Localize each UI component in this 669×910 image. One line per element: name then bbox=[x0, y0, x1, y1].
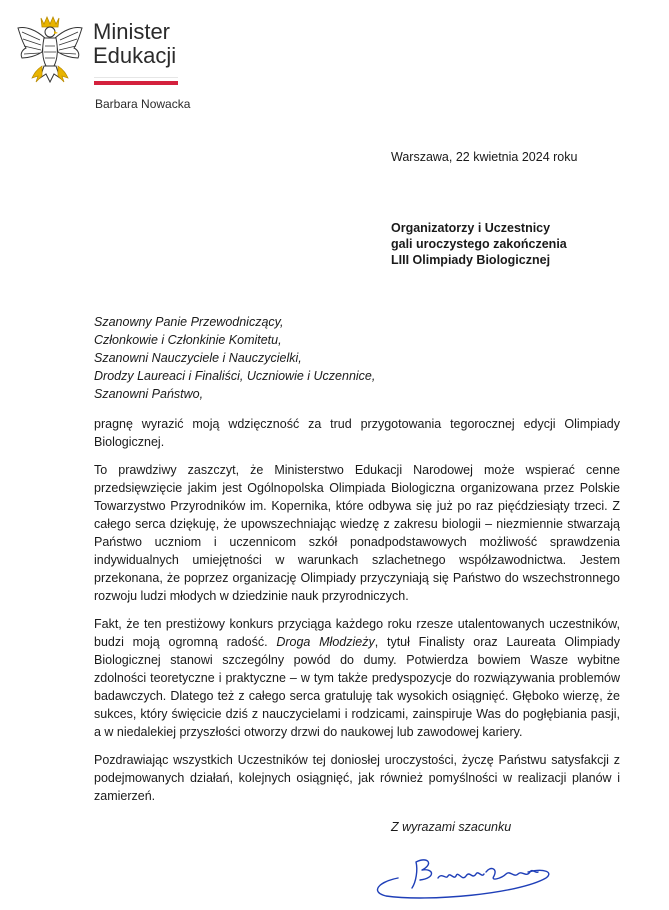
salutation-line: Członkowie i Członkinie Komitetu, bbox=[94, 333, 282, 347]
salutation-line: Szanowni Państwo, bbox=[94, 387, 204, 401]
minister-name: Barbara Nowacka bbox=[95, 97, 191, 111]
salutation-line: Szanowni Nauczyciele i Nauczycielki, bbox=[94, 351, 302, 365]
paragraph-congratulations-start: Fakt, że ten prestiżowy konkurs przyciąga każdego roku rzesze utalentowanych uczestników, budzi moją ogromną radość. bbox=[94, 617, 620, 649]
letter-body bbox=[94, 415, 620, 815]
ministry-title-line2: Edukacji bbox=[93, 43, 177, 68]
paragraph-congratulations bbox=[94, 615, 620, 741]
salutation-line: Drodzy Laureaci i Finaliści, Uczniowie i Uczennice, bbox=[94, 369, 376, 383]
paragraph-congratulations-end: , tytuł Finalisty oraz Laureata Olimpiady Biologicznej stanowi szczególny powód do dumy. Potwierdza bowiem Wasze wybitne zdolności teoretyczne i praktyczne – w tym także predyspozycje do rozwiązywania problemów badawczych. Dlatego też z całego serca gratuluję tak wysokich osiągnięć. Głęboko wierzę, że sukces, który święcicie dziś z nauczycielami i rodzicami, zainspiruje Was do pogłębiania pasji, a w niedalekiej przyszłości otworzy drzwi do naukowej lub zawodowej kariery. bbox=[94, 635, 621, 739]
recipient-line: Organizatorzy i Uczestnicy bbox=[391, 221, 551, 235]
ministry-title-line1: Minister bbox=[93, 19, 171, 44]
salutations-block bbox=[94, 313, 375, 403]
paragraph-emphasis: Droga Młodzieży bbox=[276, 635, 375, 649]
handwritten-signature bbox=[368, 848, 560, 900]
place-date: Warszawa, 22 kwietnia 2024 roku bbox=[391, 150, 578, 164]
recipient-block bbox=[391, 220, 567, 268]
recipient-line: LIII Olimpiady Biologicznej bbox=[391, 253, 551, 267]
paragraph-gratitude: pragnę wyrazić moją wdzięczność za trud przygotowania tegorocznej edycji Olimpiady Biologicznej. bbox=[94, 417, 620, 449]
polish-flag-stripe bbox=[94, 77, 178, 85]
closing-phrase: Z wyrazami szacunku bbox=[391, 820, 512, 834]
paragraph-ministry-support: To prawdziwy zaszczyt, że Ministerstwo Edukacji Narodowej może wspierać cenne przedsięwzięcie jakim jest Ogólnopolska Olimpiada Biologiczna organizowana przez Polskie Towarzystwo Przyrodników im. Kopernika, które odbywa się już po raz pięćdziesiąty trzeci. Z całego serca dziękuję, że upowszechniając wiedzę z zakresu biologii – niezmiennie stwarzają Państwo uczniom i uczennicom szkół ponadpodstawowych możliwość sprawdzenia indywidualnych umiejętności w warunkach szlachetnego współzawodnictwa. Jestem przekonana, że poprzez organizację Olimpiady przyczyniają się Państwo do wszechstronnego rozwoju ludzi młodych w dziedzinie nauk przyrodniczych. bbox=[94, 463, 620, 603]
white-eagle-emblem-icon bbox=[14, 12, 86, 92]
paragraph-wishes: Pozdrawiając wszystkich Uczestników tej doniosłej uroczystości, życzę Państwu satysfakcji z podejmowanych działań, kolejnych osiągnięć, jak również pomyślności w realizacji planów i zamierzeń. bbox=[94, 753, 620, 803]
salutation-line: Szanowny Panie Przewodniczący, bbox=[94, 315, 284, 329]
ministry-title bbox=[93, 20, 176, 68]
recipient-line: gali uroczystego zakończenia bbox=[391, 237, 567, 251]
